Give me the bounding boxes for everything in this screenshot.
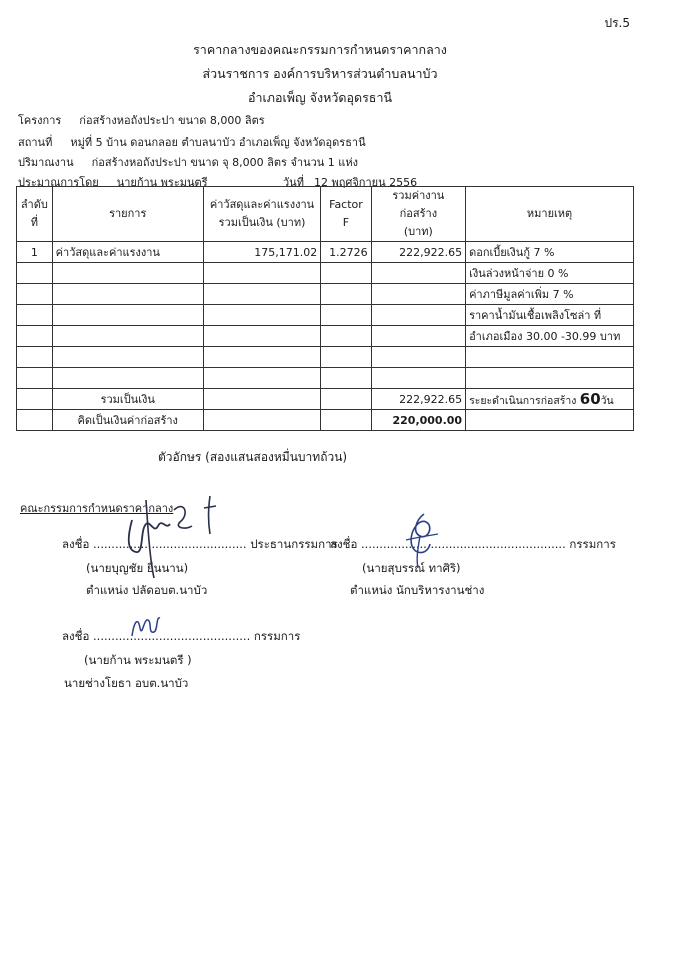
note-interest: ดอกเบี้ยเงินกู้ 7 % xyxy=(466,242,634,263)
sign-prefix: ลงชื่อ xyxy=(62,537,90,551)
amount-in-words: ตัวอักษร (สองแสนสองหมื่นบาทถ้วน) xyxy=(158,450,348,464)
sign-prefix: ลงชื่อ xyxy=(62,629,90,643)
rounded-row xyxy=(17,410,634,431)
estimator-label: ประมาณการโดย xyxy=(18,176,99,189)
row-material: 175,171.02 xyxy=(203,242,321,263)
handwritten-signature-2 xyxy=(398,510,448,570)
header-item: รายการ xyxy=(52,187,203,242)
cost-table xyxy=(16,186,634,431)
signature-2-position: ตำแหน่ง นักบริหารงานช่าง xyxy=(350,583,485,597)
header-factor: Factor F xyxy=(321,187,371,242)
duration xyxy=(466,389,634,410)
quantity-value: ก่อสร้างหอถังประปา ขนาด จุ 8,000 ลิตร จำนวน 1 แห่ง xyxy=(91,156,358,169)
header-material-line1: ค่าวัสดุและค่าแรงงาน xyxy=(209,198,315,211)
header-no: ลำดับที่ xyxy=(17,187,53,242)
signature-3-position: นายช่างโยธา อบต.นาบัว xyxy=(64,676,189,690)
table-row xyxy=(17,368,634,389)
note-fuel: ราคาน้ำมันเชื้อเพลิงโซล่า ที่ xyxy=(466,305,634,326)
header-total-line1: รวมค่างานก่อสร้าง xyxy=(392,189,445,220)
signature-2-name: (นายสุบรรณ์ ทาศิริ) xyxy=(362,561,461,575)
signature-1-role: ประธานกรรมการ xyxy=(250,537,338,551)
header-note: หมายเหตุ xyxy=(466,187,634,242)
signature-1-position: ตำแหน่ง ปลัดอบต.นาบัว xyxy=(86,583,208,597)
title-line-3: อำเภอเพ็ญ จังหวัดอุดรธานี xyxy=(247,90,393,105)
date-value: 12 พฤศจิกายน 2556 xyxy=(313,176,418,189)
signature-2-line xyxy=(330,536,616,554)
rounded-label: คิดเป็นเงินค่าก่อสร้าง xyxy=(52,410,203,431)
signature-dots: ........................................... xyxy=(93,629,251,643)
signature-3-role: กรรมการ xyxy=(253,629,301,643)
note-fuel-price: อำเภอเมือง 30.00 -30.99 บาท xyxy=(466,326,634,347)
table-row xyxy=(17,263,634,284)
sum-value: 222,922.65 xyxy=(371,389,465,410)
date-label: วันที่ xyxy=(283,176,304,189)
duration-suffix: วัน xyxy=(600,394,614,407)
handwritten-signature-1 xyxy=(110,490,230,580)
header-material xyxy=(203,187,321,242)
location-label: สถานที่ xyxy=(18,136,53,149)
table-row xyxy=(17,284,634,305)
signature-dots: ........................................................ xyxy=(361,537,566,551)
row-item: ค่าวัสดุและค่าแรงงาน xyxy=(52,242,203,263)
table-row xyxy=(17,326,634,347)
header-material-line2: รวมเป็นเงิน (บาท) xyxy=(218,216,306,229)
project-label: โครงการ xyxy=(18,114,62,127)
note-vat: ค่าภาษีมูลค่าเพิ่ม 7 % xyxy=(466,284,634,305)
title-line-1: ราคากลางของคณะกรรมการกำหนดราคากลาง xyxy=(193,42,447,57)
title-line-2: ส่วนราชการ องค์การบริหารส่วนตำบลนาบัว xyxy=(202,66,438,81)
sum-row xyxy=(17,389,634,410)
committee-heading: คณะกรรมการกำหนดราคากลาง xyxy=(20,502,174,515)
sum-label: รวมเป็นเงิน xyxy=(52,389,203,410)
signature-3-line xyxy=(62,628,300,646)
project-value: ก่อสร้างหอถังประปา ขนาด 8,000 ลิตร xyxy=(79,114,265,127)
header-total-line2: (บาท) xyxy=(403,225,433,238)
table-row xyxy=(17,242,634,263)
project-info xyxy=(18,111,265,129)
row-no: 1 xyxy=(17,242,53,263)
header-total xyxy=(371,187,465,242)
quantity-info xyxy=(18,153,358,171)
form-code: ปร.5 xyxy=(604,16,630,30)
signature-2-role: กรรมการ xyxy=(569,537,616,551)
rounded-value: 220,000.00 xyxy=(371,410,465,431)
table-row xyxy=(17,305,634,326)
duration-days: 60 xyxy=(579,389,601,408)
sign-prefix: ลงชื่อ xyxy=(330,537,358,551)
signature-dots: .......................................... xyxy=(93,537,247,551)
row-factor: 1.2726 xyxy=(321,242,371,263)
note-advance: เงินล่วงหน้าจ่าย 0 % xyxy=(466,263,634,284)
row-total: 222,922.65 xyxy=(371,242,465,263)
table-row xyxy=(17,347,634,368)
signature-3-name: (นายก้าน พระมนตรี ) xyxy=(84,653,192,667)
signature-1-name: (นายบุญชัย ยืนนาน) xyxy=(86,561,189,575)
location-info xyxy=(18,133,366,151)
quantity-label: ปริมาณงาน xyxy=(18,156,74,169)
location-value: หมู่ที่ 5 บ้าน ดอนกลอย ตำบลนาบัว อำเภอเพ็ญ จังหวัดอุดรธานี xyxy=(70,136,366,149)
duration-prefix: ระยะดำเนินการก่อสร้าง xyxy=(469,394,577,407)
estimator-value: นายก้าน พระมนตรี xyxy=(116,176,208,189)
table-header-row xyxy=(17,187,634,242)
handwritten-signature-3 xyxy=(126,610,166,642)
